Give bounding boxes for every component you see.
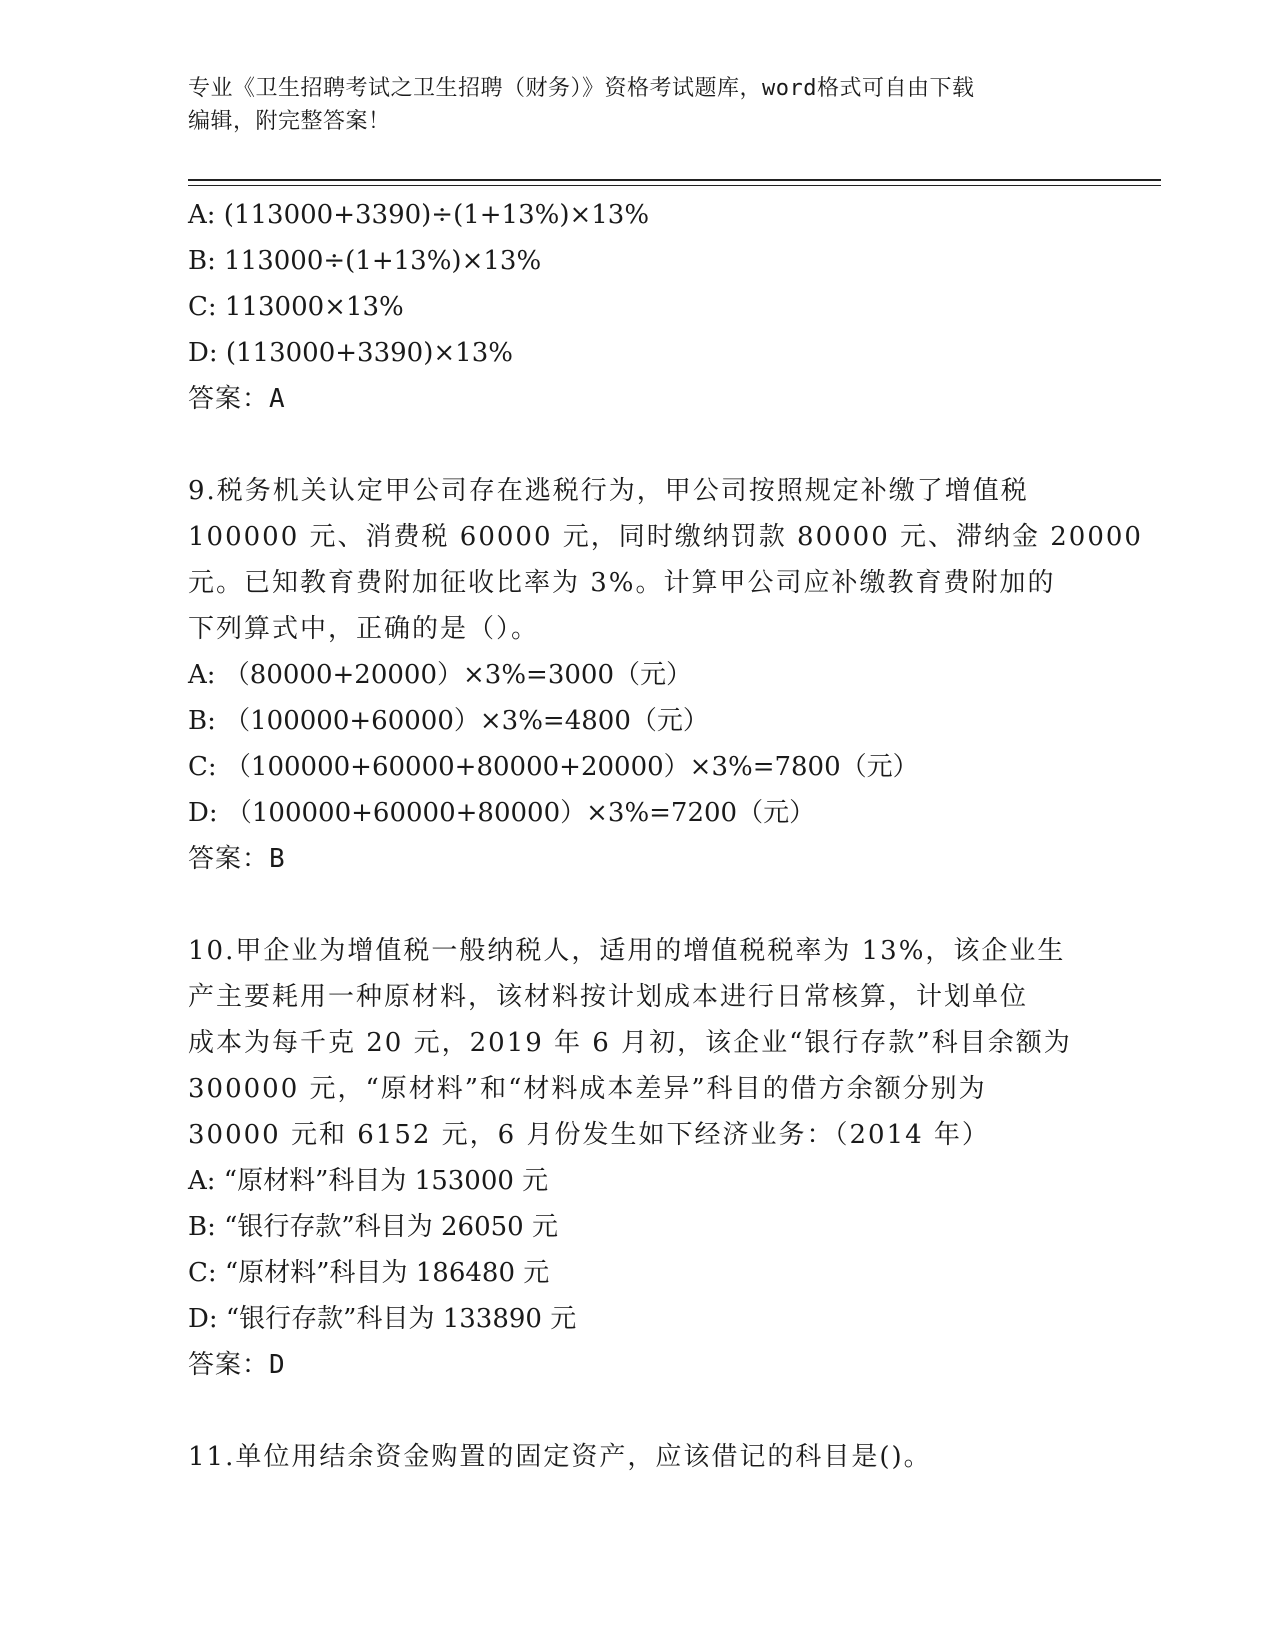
spacer bbox=[188, 1388, 1088, 1434]
header-line-1: 专业《卫生招聘考试之卫生招聘（财务）》资格考试题库，word格式可自由下载 bbox=[188, 76, 975, 101]
question-stem-line: 10.甲企业为增值税一般纳税人，适用的增值税税率为 13%，该企业生 bbox=[188, 936, 1066, 966]
answer-line: 答案：A bbox=[188, 384, 286, 414]
document-header bbox=[188, 72, 1088, 138]
option-c: C: “原材料”科目为 186480 元 bbox=[188, 1258, 550, 1288]
question-8-block bbox=[188, 192, 1088, 422]
spacer bbox=[188, 882, 1088, 928]
question-stem-line: 下列算式中，正确的是（）。 bbox=[188, 614, 540, 644]
question-stem-line: 成本为每千克 20 元，2019 年 6 月初，该企业“银行存款”科目余额为 bbox=[188, 1028, 1072, 1058]
option-a: A: (113000+3390)÷(1+13%)×13% bbox=[188, 200, 650, 230]
option-b: B: 113000÷(1+13%)×13% bbox=[188, 246, 542, 276]
option-b: B: （100000+60000）×3%=4800（元） bbox=[188, 706, 709, 736]
question-stem-line: 300000 元，“原材料”和“材料成本差异”科目的借方余额分别为 bbox=[188, 1074, 987, 1104]
question-stem-line: 产主要耗用一种原材料，该材料按计划成本进行日常核算，计划单位 bbox=[188, 982, 1029, 1012]
question-list bbox=[188, 192, 1143, 1480]
header-line-2: 编辑，附完整答案！ bbox=[188, 109, 391, 134]
spacer bbox=[188, 422, 1088, 468]
question-stem-line: 9.税务机关认定甲公司存在逃税行为，甲公司按照规定补缴了增值税 bbox=[188, 476, 1029, 506]
option-d: D: (113000+3390)×13% bbox=[188, 338, 513, 368]
option-d: D: “银行存款”科目为 133890 元 bbox=[188, 1304, 577, 1334]
option-c: C: 113000×13% bbox=[188, 292, 404, 322]
question-9-block bbox=[188, 468, 1143, 882]
option-a: A: （80000+20000）×3%=3000（元） bbox=[188, 660, 692, 690]
header-divider-thin bbox=[188, 185, 1161, 186]
answer-line: 答案：B bbox=[188, 844, 286, 874]
option-d: D: （100000+60000+80000）×3%=7200（元） bbox=[188, 798, 816, 828]
option-a: A: “原材料”科目为 153000 元 bbox=[188, 1166, 549, 1196]
question-stem-line: 11.单位用结余资金购置的固定资产，应该借记的科目是()。 bbox=[188, 1442, 932, 1472]
question-stem-line: 元。已知教育费附加征收比率为 3%。计算甲公司应补缴教育费附加的 bbox=[188, 568, 1056, 598]
option-b: B: “银行存款”科目为 26050 元 bbox=[188, 1212, 558, 1242]
question-11-block bbox=[188, 1434, 1088, 1480]
answer-line: 答案：D bbox=[188, 1350, 286, 1380]
option-c: C: （100000+60000+80000+20000）×3%=7800（元） bbox=[188, 752, 919, 782]
header-divider-thick bbox=[188, 179, 1161, 181]
question-stem-line: 100000 元、消费税 60000 元，同时缴纳罚款 80000 元、滞纳金 20000 bbox=[188, 522, 1143, 552]
question-10-block bbox=[188, 928, 1088, 1388]
question-stem-line: 30000 元和 6152 元，6 月份发生如下经济业务：（2014 年） bbox=[188, 1120, 990, 1150]
